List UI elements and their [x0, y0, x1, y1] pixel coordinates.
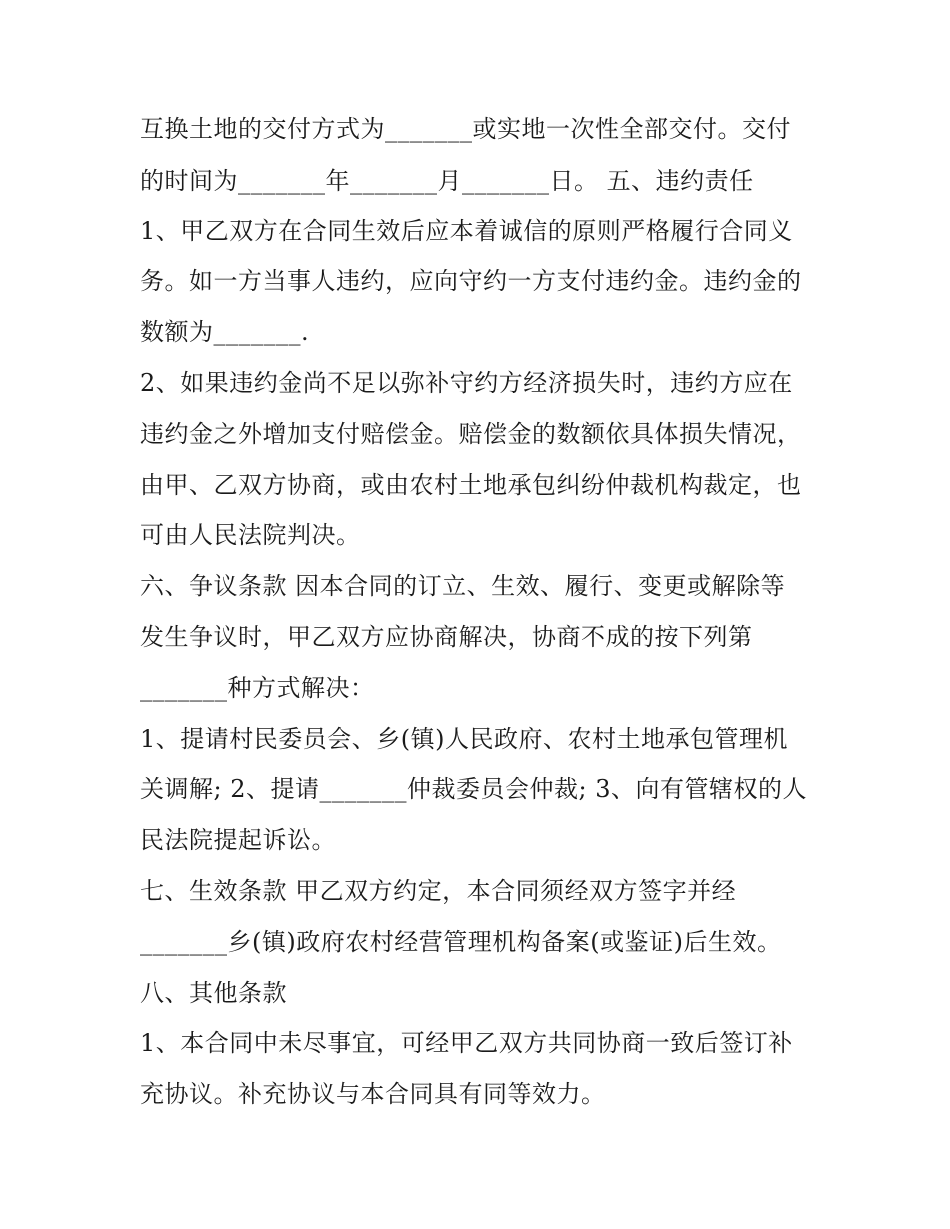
- text-line: 关调解; 2、提请_______仲裁委员会仲裁; 3、向有管辖权的人: [140, 775, 807, 803]
- text-line: _______乡(镇)政府农村经营管理机构备案(或鉴证)后生效。: [140, 928, 782, 956]
- text-line: 充协议。补充协议与本合同具有同等效力。: [140, 1080, 606, 1108]
- text-line: 八、其他条款: [140, 979, 287, 1007]
- text-line: 1、提请村民委员会、乡(镇)人民政府、农村土地承包管理机: [140, 725, 788, 753]
- text-line: 2、如果违约金尚不足以弥补守约方经济损失时，违约方应在: [140, 369, 793, 397]
- text-line: _______种方式解决：: [140, 674, 375, 702]
- text-line: 违约金之外增加支付赔偿金。赔偿金的数额依具体损失情况，: [140, 420, 802, 448]
- text-line: 数额为_______.: [140, 318, 310, 346]
- text-line: 由甲、乙双方协商，或由农村土地承包纠纷仲裁机构裁定，也: [140, 471, 802, 499]
- text-line: 务。如一方当事人违约，应向守约一方支付违约金。违约金的: [140, 267, 802, 295]
- text-line: 1、甲乙双方在合同生效后应本着诚信的原则严格履行合同义: [140, 217, 793, 245]
- text-line: 发生争议时，甲乙双方应协商解决，协商不成的按下列第: [140, 623, 753, 651]
- text-line: 互换土地的交付方式为_______或实地一次性全部交付。交付: [140, 115, 791, 143]
- text-line: 六、争议条款 因本合同的订立、生效、履行、变更或解除等: [140, 572, 786, 600]
- text-line: 可由人民法院判决。: [140, 521, 361, 549]
- text-line: 七、生效条款 甲乙双方约定，本合同须经双方签字并经: [140, 877, 737, 905]
- text-line: 民法院提起诉讼。: [140, 826, 336, 854]
- text-line: 的时间为_______年_______月_______日。 五、违约责任: [140, 167, 754, 195]
- text-line: 1、本合同中未尽事宜，可经甲乙双方共同协商一致后签订补: [140, 1029, 793, 1057]
